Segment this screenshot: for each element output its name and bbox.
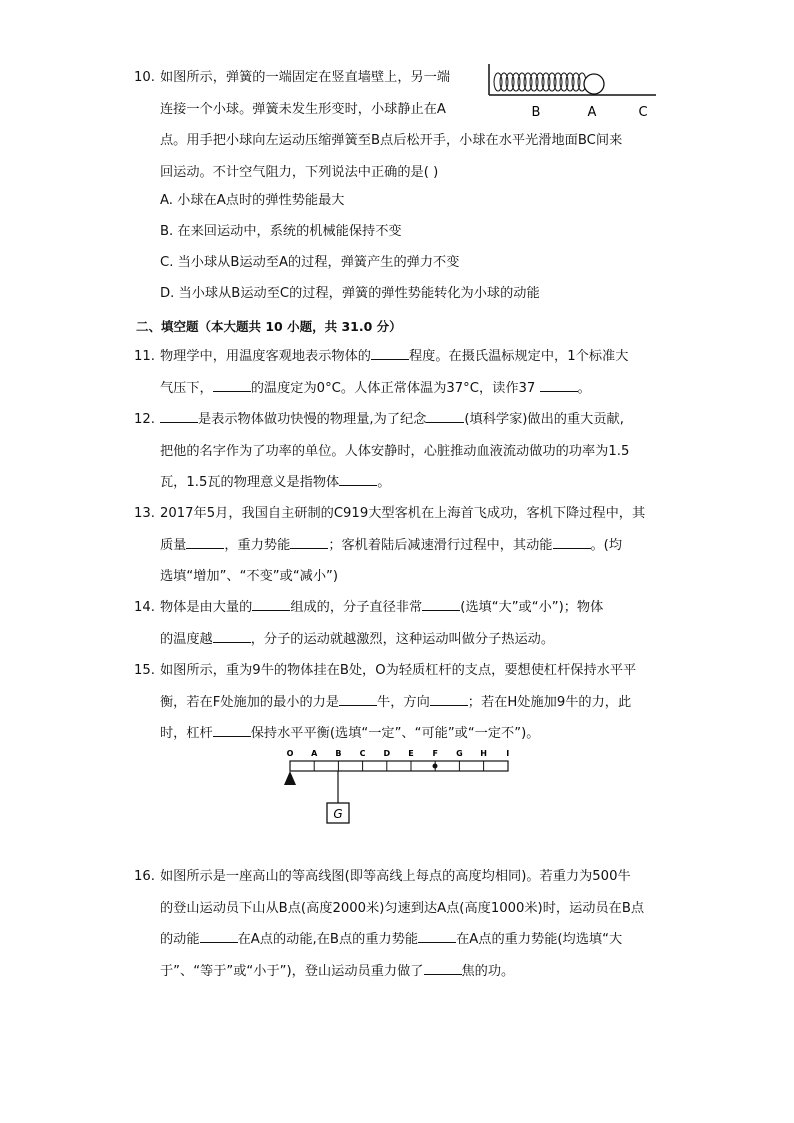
text-segment: 质量 [160,537,187,553]
weight-label: G [333,807,343,821]
question-text [160,341,664,404]
text-segment: 程度。在摄氏温标规定中，1个标准大 [409,349,629,364]
text-segment: ，重力势能 [224,537,291,553]
question-number: 10. [134,70,155,85]
text-segment: 在A点的重力势能(均选填“大 [456,932,623,947]
lever-label-a: A [311,749,318,758]
question-text [160,592,664,655]
question-line: 如图所示是一座高山的等高线图(即等高线上每点的高度均相同)。若重力为500牛 [160,869,631,884]
text-segment: 衡，若在F处施加的最小的力是 [160,694,340,710]
question-line [160,341,664,373]
question-line: 的登山运动员下山从B点(高度2000米)匀速到达A点(高度1000米)时，运动员在B点 [160,900,645,916]
option-b: B. 在来回运动中，系统的机械能保持不变 [160,224,402,239]
text-segment: (选填“大”或“小”)；物体 [460,600,604,615]
lever-label-f: F [432,749,438,758]
answer-blank[interactable] [160,410,198,423]
answer-blank[interactable] [553,536,591,549]
question-line: 点。用手把小球向左运动压缩弹簧至B点后松开手，小球在水平光滑地面BC间来 [160,133,623,148]
answer-blank[interactable] [290,536,328,549]
text-segment: 的温度越 [160,631,213,647]
question-text [160,498,664,593]
text-segment: 牛，方向 [377,694,430,710]
question-line [160,373,664,405]
question-line [160,956,664,988]
answer-blank[interactable] [213,724,251,737]
answer-blank[interactable] [418,930,456,943]
question-line: 如图所示，弹簧的一端固定在竖直墙壁上，另一端 [160,70,451,85]
text-segment: 物理学中，用温度客观地表示物体的 [160,349,371,364]
option-d: D. 当小球从B运动至C的过程，弹簧的弹性势能转化为小球的动能 [160,286,540,301]
question-line [160,467,664,499]
lever-label-c: C [359,749,366,758]
question-line: 把他的名字作为了功率的单位。人体安静时，心脏推动血液流动做功的功率为1.5 [160,443,630,459]
text-segment: 瓦，1.5瓦的物理意义是指物体 [160,475,340,490]
point-label-a: A [587,105,597,120]
question-line: 连接一个小球。弹簧未发生形变时，小球静止在A [160,101,446,117]
question-line: 选填“增加”、“不变”或“减小”) [160,569,339,584]
question-line [160,404,664,436]
point-label-b: B [531,105,541,120]
text-segment: 是表示物体做功快慢的物理量,为了纪念 [198,412,427,427]
answer-blank[interactable] [426,410,464,423]
lever-label-i: I [506,749,510,758]
answer-blank[interactable] [252,598,290,611]
lever-label-b: B [335,749,342,758]
question-text [160,404,664,499]
text-segment: 物体是由大量的 [160,600,253,615]
option-c: C. 当小球从B运动至A的过程，弹簧产生的弹力不变 [160,255,460,270]
text-segment: 焦的功。 [461,963,515,979]
text-segment: 。 [577,380,591,396]
lever-label-o: O [286,749,294,758]
lever-bar [290,761,508,771]
text-segment: ，分子的运动就越激烈，这种运动叫做分子热运动。 [250,631,555,647]
point-label-c: C [638,105,648,120]
force-point-f [433,764,438,769]
question-line [160,624,664,656]
question-number: 13. [134,506,155,521]
section-title: 二、填空题（本大题共 10 小题，共 31.0 分） [136,319,402,334]
answer-blank[interactable] [339,693,377,706]
question-line: 2017年5月，我国自主研制的C919大型客机在上海首飞成功，客机下降过程中，其 [160,506,646,521]
fulcrum [284,771,296,785]
answer-blank[interactable] [213,379,251,392]
answer-blank[interactable] [424,962,462,975]
option-a: A. 小球在A点时的弹性势能最大 [160,193,345,208]
text-segment: ；若在H处施加9牛的力，此 [467,694,632,710]
lever-label-d: D [383,749,391,758]
question-number: 11. [134,349,155,364]
lever-label-h: H [480,749,487,758]
text-segment: 。(均 [590,537,623,553]
ball [584,74,604,94]
lever-label-g: G [456,749,463,758]
answer-blank[interactable] [540,379,578,392]
answer-blank[interactable] [186,536,224,549]
text-segment: 于”、“等于”或“小于”)，登山运动员重力做了 [160,963,424,979]
question-text [160,655,664,750]
answer-blank[interactable] [422,598,460,611]
question-line [160,924,664,956]
text-segment: ；客机着陆后减速滑行过程中，其动能 [328,537,553,553]
question-line: 如图所示，重为9牛的物体挂在B处，O为轻质杠杆的支点，要想使杠杆保持水平平 [160,663,637,678]
answer-blank[interactable] [339,473,377,486]
question-number: 15. [134,663,155,678]
question-line [160,687,664,719]
question-number: 16. [134,869,155,884]
spring [494,73,586,91]
question-text [160,861,664,987]
question-line: 回运动。不计空气阻力，下列说法中正确的是( ) [160,164,439,180]
text-segment: 保持水平平衡(选填“一定”、“可能”或“一定不”)。 [250,726,540,741]
text-segment: (填科学家)做出的重大贡献, [464,412,624,427]
text-segment: 组成的，分子直径非常 [290,600,423,615]
text-segment: 在A点的动能,在B点的重力势能 [237,932,419,947]
answer-blank[interactable] [430,693,468,706]
answer-blank[interactable] [200,930,238,943]
question-line [160,530,664,562]
question-number: 14. [134,600,155,615]
lever-figure [280,745,516,829]
answer-blank[interactable] [213,630,251,643]
question-number: 12. [134,412,155,427]
text-segment: 时，杠杆 [160,726,213,741]
spring-ball-figure [484,62,662,120]
text-segment: 的温度定为0°C。人体正常体温为37°C，读作37 [250,380,540,396]
answer-blank[interactable] [371,347,409,360]
text-segment: 气压下， [160,380,213,396]
lever-label-e: E [408,749,414,758]
text-segment: 。 [377,475,391,490]
lever-labels [287,749,510,758]
question-line [160,592,664,624]
text-segment: 的动能 [160,932,200,947]
